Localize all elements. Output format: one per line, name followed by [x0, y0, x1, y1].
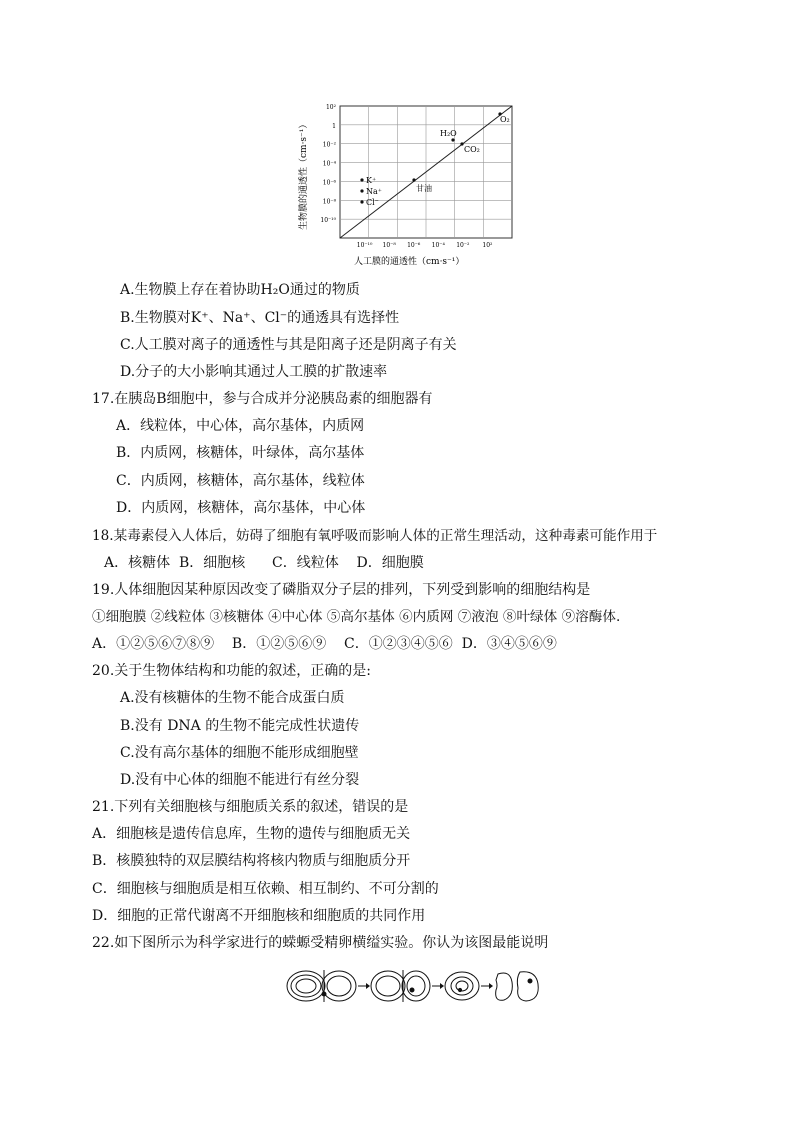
point-na	[360, 189, 363, 192]
arrow-3	[481, 983, 493, 989]
point-glycerol	[412, 178, 415, 181]
q21-option-d: D．细胞的正常代谢离不开细胞核和细胞质的共同作用	[92, 908, 426, 924]
x-tick-label: 10⁻⁸	[382, 242, 396, 249]
y-axis-label: 生物膜的通透性（cm·s⁻¹）	[299, 119, 309, 230]
stage-2-ligated	[371, 970, 430, 1002]
x-tick-labels	[357, 242, 493, 249]
label-h2o: H₂O	[440, 129, 457, 138]
stage-1-zygote	[287, 970, 356, 1002]
q17-stem: 17.在胰岛B细胞中，参与合成并分泌胰岛素的细胞器有	[92, 391, 433, 407]
permeability-figure	[296, 100, 526, 270]
q21-stem: 21.下列有关细胞核与细胞质关系的叙述，错误的是	[92, 799, 409, 815]
q20-option-a: A.没有核糖体的生物不能合成蛋白质	[120, 690, 345, 706]
point-h2o	[451, 138, 454, 141]
q19-structure-list: ①细胞膜 ②线粒体 ③核糖体 ④中心体 ⑤高尔基体 ⑥内质网 ⑦液泡 ⑧叶绿体 ⑨溶酶体.	[92, 609, 621, 625]
label-na: Na⁺	[366, 187, 382, 196]
x-tick-label: 10⁻¹⁰	[356, 242, 373, 249]
stage-3-divided	[445, 972, 479, 1000]
q16-option-d: D.分子的大小影响其通过人工膜的扩散速率	[120, 364, 388, 380]
q16-option-b: B.生物膜对K⁺、Na⁺、Cl⁻的通透具有选择性	[120, 310, 400, 326]
y-tick-label: 10⁻²	[322, 141, 336, 149]
q17-option-a: A．线粒体，中心体，高尔基体，内质网	[116, 418, 365, 434]
y-tick-label: 10⁻⁴	[322, 160, 336, 168]
point-k	[360, 178, 363, 181]
q20-option-c: C.没有高尔基体的细胞不能形成细胞壁	[120, 745, 359, 761]
label-glycerol: 甘油	[416, 184, 432, 193]
q20-stem: 20.关于生物体结构和功能的叙述，正确的是:	[92, 663, 371, 679]
q17-option-b: B．内质网，核糖体，叶绿体，高尔基体	[116, 445, 365, 461]
q17-option-d: D．内质网，核糖体，高尔基体，中心体	[116, 500, 366, 516]
q21-option-a: A．细胞核是遗传信息库，生物的遗传与细胞质无关	[92, 826, 411, 842]
x-axis-label: 人工膜的通透性（cm·s⁻¹）	[354, 257, 465, 267]
q20-option-d: D.没有中心体的细胞不能进行有丝分裂	[120, 772, 360, 788]
x-tick-label: 10²	[482, 242, 493, 249]
q21-option-c: C．细胞核与细胞质是相互依赖、相互制约、不可分割的	[92, 881, 439, 897]
label-cl: Cl⁻	[366, 198, 379, 207]
q16-option-c: C.人工膜对离子的通透性与其是阳离子还是阴离子有关	[120, 337, 457, 353]
point-cl	[360, 200, 363, 203]
q19-options: A．①②⑤⑥⑦⑧⑨ B．①②⑤⑥⑨ C．①②③④⑤⑥ D．③④⑤⑥⑨	[92, 636, 557, 652]
q19-stem: 19.人体细胞因某种原因改变了磷脂双分子层的排列，下列受到影响的细胞结构是	[92, 582, 591, 598]
x-tick-label: 10⁻⁴	[431, 242, 445, 249]
y-tick-label: 10²	[325, 104, 336, 111]
x-tick-label: 10⁻²	[456, 242, 470, 249]
y-tick-label: 10⁻⁸	[322, 198, 336, 206]
q21-option-b: B．核膜独特的双层膜结构将核内物质与细胞质分开	[92, 853, 411, 869]
arrow-1	[358, 983, 370, 989]
q18-stem: 18.某毒素侵入人体后，妨碍了细胞有氧呼吸而影响人体的正常生理活动，这种毒素可能作用于	[92, 528, 658, 544]
x-tick-label: 10⁻⁶	[407, 242, 421, 249]
q22-stem: 22.如下图所示为科学家进行的蝾螈受精卵横缢实验。你认为该图最能说明	[92, 935, 549, 951]
label-k: K⁺	[366, 176, 377, 185]
salamander-ligation-figure	[284, 964, 544, 1008]
q16-option-a: A.生物膜上存在着协助H₂O通过的物质	[120, 282, 360, 298]
stage-4-results	[496, 972, 539, 1001]
y-tick-labels	[320, 104, 336, 224]
arrow-2	[432, 983, 444, 989]
y-tick-label: 1	[332, 122, 336, 130]
q17-option-c: C．内质网，核糖体，高尔基体，线粒体	[116, 473, 365, 489]
q20-option-b: B.没有 DNA 的生物不能完成性状遗传	[120, 718, 360, 734]
y-tick-label: 10⁻¹⁰	[320, 217, 336, 225]
y-tick-label: 10⁻⁶	[322, 179, 336, 187]
label-co2: CO₂	[464, 145, 480, 154]
q18-options: A．核糖体 B．细胞核 C．线粒体 D．细胞膜	[104, 555, 424, 571]
label-o2: O₂	[500, 115, 510, 124]
